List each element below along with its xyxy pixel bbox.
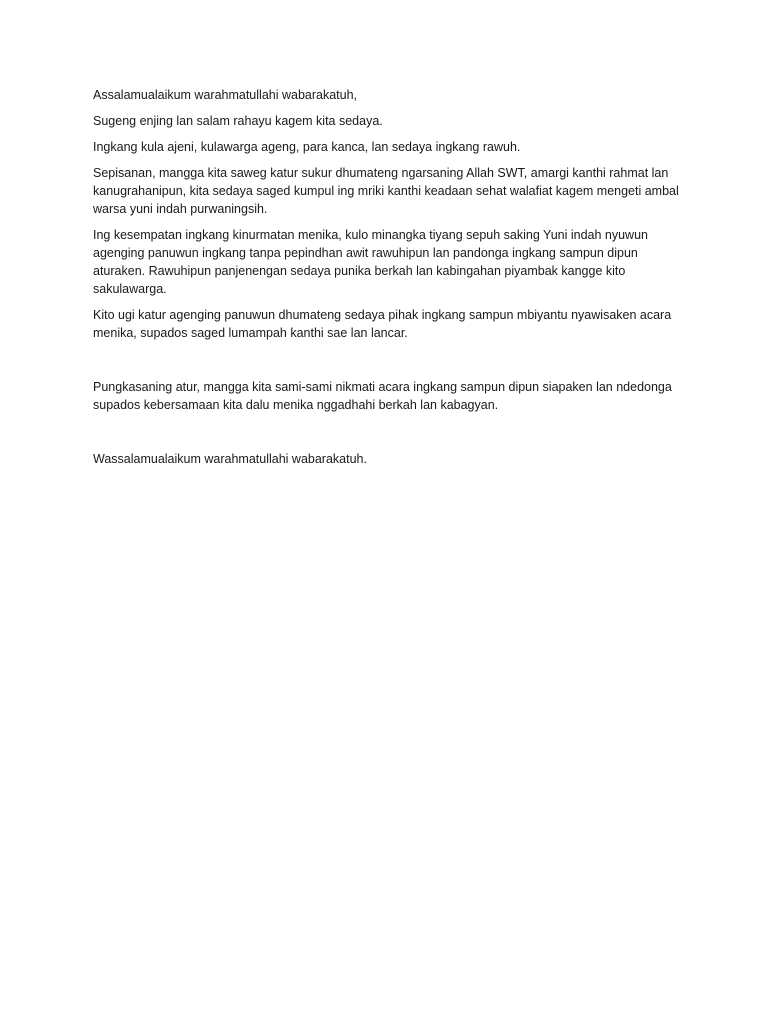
thanks-guests-paragraph: Ing kesempatan ingkang kinurmatan menika, kulo minangka tiyang sepuh saking Yuni indah nyuwun agenging panuwun ingkang tanpa pepindhan awit rawuhipun lan pandonga ingkang sampun dipun aturaken. Rawuhipun panjenengan sedaya punika berkah lan kabingahan piyambak kangge kito sakulawarga. (93, 228, 648, 296)
blank-line (93, 422, 683, 450)
blank-line (93, 350, 683, 378)
thanks-helpers-paragraph: Kito ugi katur agenging panuwun dhumateng sedaya pihak ingkang sampun mbiyantu nyawisaken acara menika, supados saged lumampah kanthi sae lan lancar. (93, 308, 672, 340)
farewell-paragraph: Wassalamualaikum warahmatullahi wabarakatuh. (93, 452, 367, 466)
morning-greeting-paragraph: Sugeng enjing lan salam rahayu kagem kita sedaya. (93, 114, 383, 128)
closing-paragraph: Pungkasaning atur, mangga kita sami-sami nikmati acara ingkang sampun dipun siapaken lan ndedonga supados kebersamaan kita dalu menika nggadhahi berkah lan kabagyan. (93, 380, 672, 412)
audience-address-paragraph: Ingkang kula ajeni, kulawarga ageng, para kanca, lan sedaya ingkang rawuh. (93, 140, 521, 154)
document-body (93, 86, 683, 476)
gratitude-paragraph: Sepisanan, mangga kita saweg katur sukur dhumateng ngarsaning Allah SWT, amargi kanthi rahmat lan kanugrahanipun, kita sedaya saged kumpul ing mriki kanthi keadaan sehat walafiat kagem mengeti ambal warsa yuni indah purwaningsih. (93, 166, 679, 216)
greeting-paragraph: Assalamualaikum warahmatullahi wabarakatuh, (93, 88, 358, 102)
